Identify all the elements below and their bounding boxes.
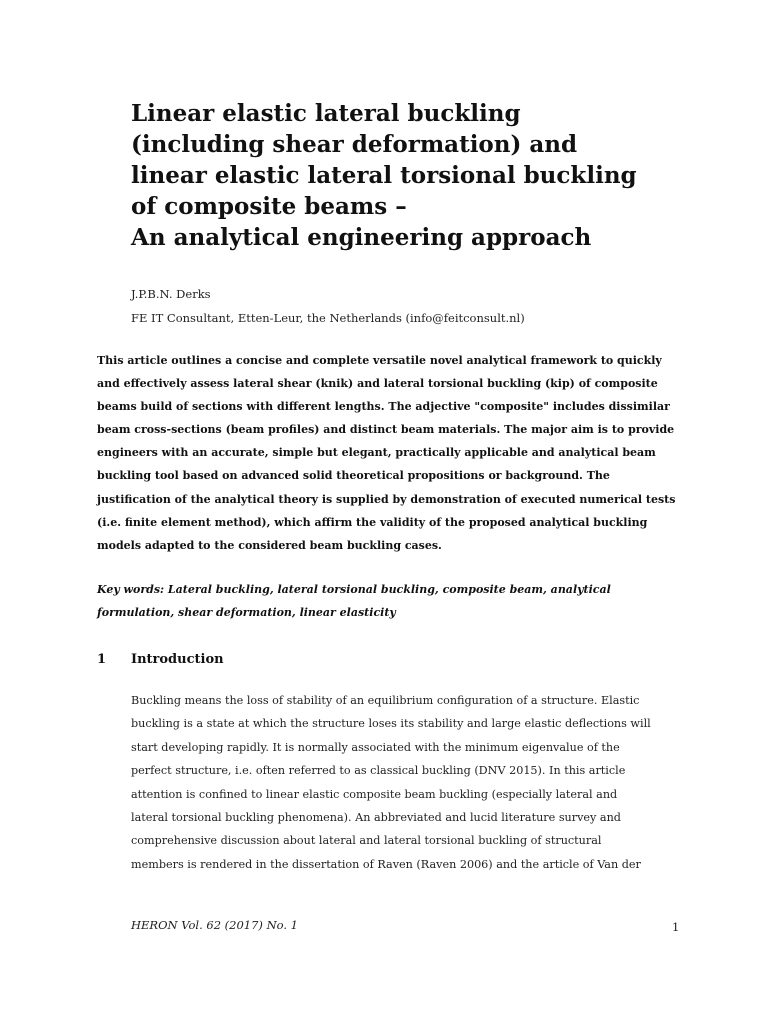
abstract-line: buckling tool based on advanced solid theoretical propositions or background. The [97, 469, 610, 483]
body-line: members is rendered in the dissertation of Raven (Raven 2006) and the article of Van der [131, 857, 641, 871]
author-name: J.P.B.N. Derks [131, 287, 211, 301]
page-number: 1 [672, 920, 680, 934]
section-heading-introduction [97, 648, 224, 672]
title-line: Linear elastic lateral buckling [131, 100, 521, 127]
keywords-line: formulation, shear deformation, linear elasticity [97, 606, 396, 619]
abstract-line: This article outlines a concise and complete versatile novel analytical framework to quickly [97, 354, 662, 367]
abstract-line: and effectively assess lateral shear (knik) and lateral torsional buckling (kip) of composite [97, 377, 658, 391]
title-line: An analytical engineering approach [131, 224, 592, 251]
introduction-paragraph [131, 689, 691, 876]
body-line: comprehensive discussion about lateral and lateral torsional buckling of structural [131, 834, 602, 848]
body-line: buckling is a state at which the structure loses its stability and large elastic deflections will [131, 717, 651, 731]
keywords [97, 578, 687, 624]
body-line: perfect structure, i.e. often referred to as classical buckling (DNV 2015). In this article [131, 764, 626, 778]
body-line: attention is confined to linear elastic composite beam buckling (especially lateral and [131, 787, 618, 801]
paper-title [131, 98, 731, 253]
author-block [131, 282, 525, 330]
abstract-line: justification of the analytical theory is supplied by demonstration of executed numerical tests [97, 492, 676, 506]
body-line: start developing rapidly. It is normally associated with the minimum eigenvalue of the [131, 740, 620, 754]
title-line: (including shear deformation) and [131, 131, 578, 158]
journal-footer: HERON Vol. 62 (2017) No. 1 [131, 918, 298, 932]
body-line: lateral torsional buckling phenomena). An abbreviated and lucid literature survey and [131, 811, 621, 825]
abstract-line: models adapted to the considered beam buckling cases. [97, 538, 442, 552]
section-title: Introduction [131, 652, 224, 667]
abstract-line: engineers with an accurate, simple but elegant, practically applicable and analytical beam [97, 446, 656, 460]
keywords-line: Key words: Lateral buckling, lateral torsional buckling, composite beam, analytical [97, 583, 611, 596]
title-line: linear elastic lateral torsional buckling [131, 162, 637, 189]
section-number: 1 [97, 652, 107, 667]
title-line: of composite beams – [131, 193, 407, 220]
abstract-line: beams build of sections with different lengths. The adjective "composite" includes dissimilar [97, 400, 670, 414]
body-line: Buckling means the loss of stability of an equilibrium configuration of a structure. Elastic [131, 694, 640, 707]
abstract [97, 349, 687, 557]
abstract-line: (i.e. finite element method), which affirm the validity of the proposed analytical buckling [97, 515, 648, 529]
abstract-line: beam cross-sections (beam profiles) and distinct beam materials. The major aim is to provide [97, 423, 675, 437]
author-affiliation: FE IT Consultant, Etten-Leur, the Netherlands (info@feitconsult.nl) [131, 311, 525, 325]
